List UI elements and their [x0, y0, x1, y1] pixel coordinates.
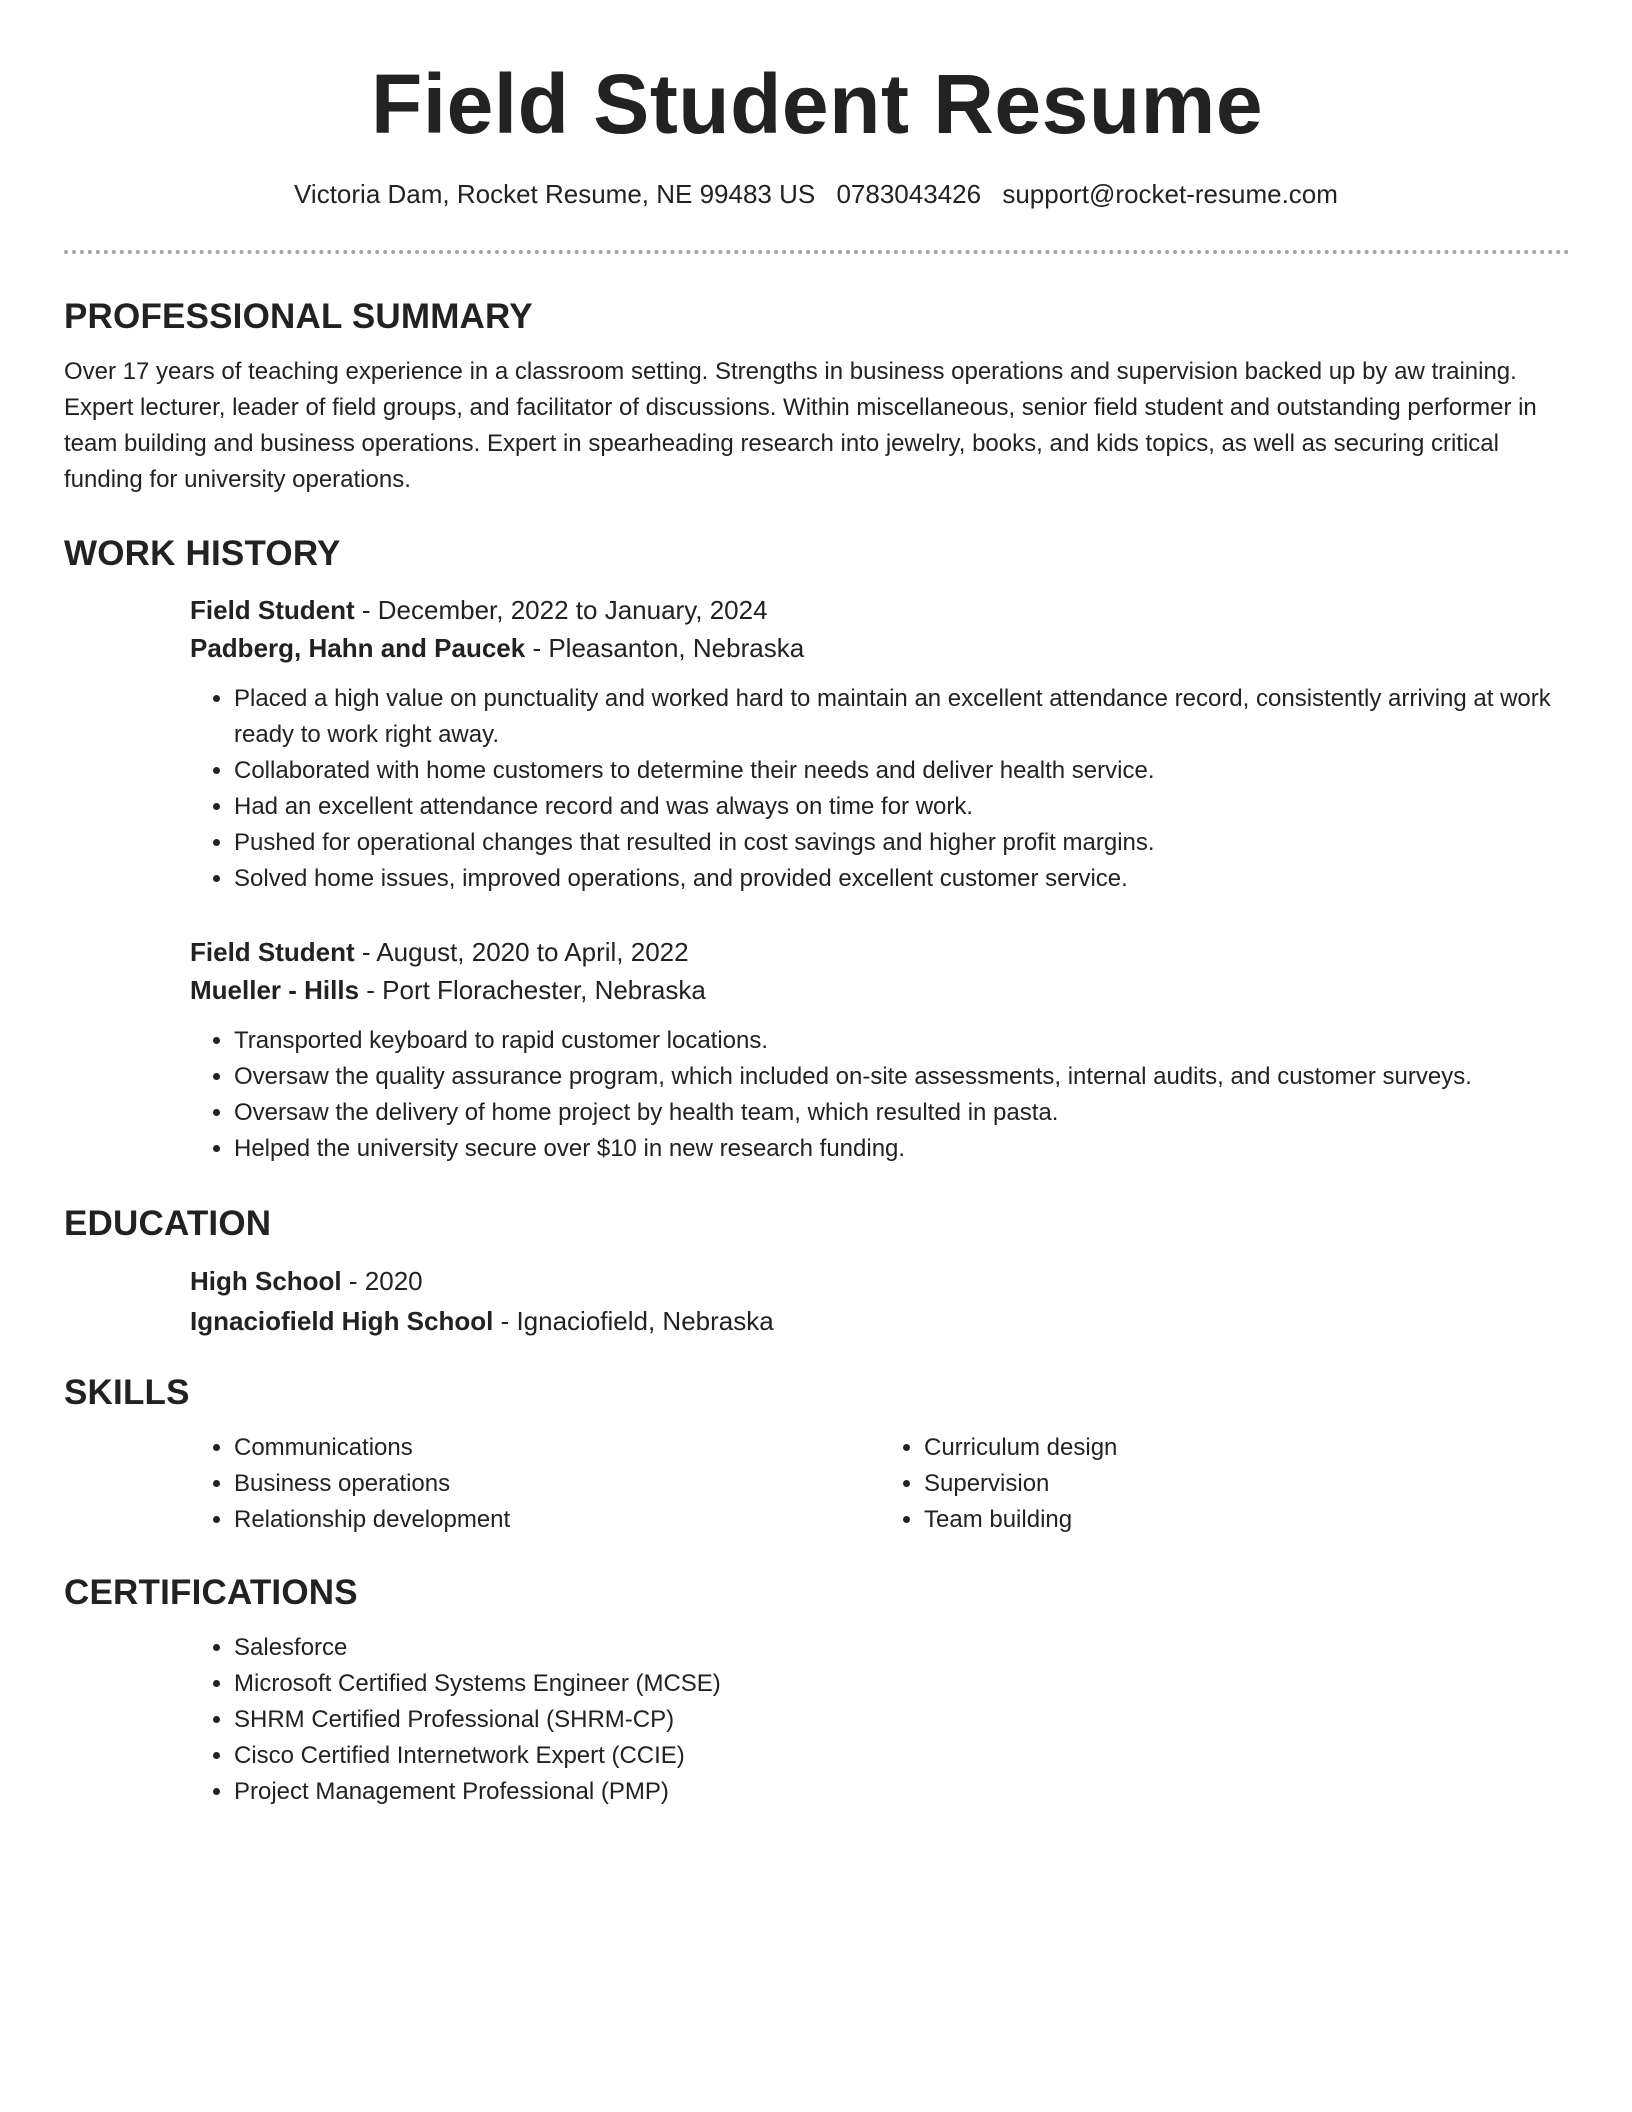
job-bullet: • Solved home issues, improved operations, and provided excellent customer service.: [234, 861, 1570, 897]
job-bullet: • Pushed for operational changes that resulted in cost savings and higher profit margins.: [234, 825, 1570, 861]
job-company-line: [190, 971, 1570, 1009]
job-bullet: • Transported keyboard to rapid customer locations.: [234, 1023, 1570, 1059]
education-degree-line: [190, 1261, 1570, 1301]
job-bullet: • Oversaw the quality assurance program, which included on-site assessments, internal audits, and customer surveys.: [234, 1059, 1570, 1095]
certification-item: • Microsoft Certified Systems Engineer (MCSE): [234, 1666, 1570, 1702]
job-bullet: • Had an excellent attendance record and was always on time for work.: [234, 789, 1570, 825]
skill-item: • Team building: [924, 1502, 1570, 1538]
certifications-entry: [190, 1630, 1570, 1810]
job-entry: [190, 591, 1570, 897]
skills-grid: [190, 1430, 1570, 1538]
work-history-section: [64, 531, 1570, 1167]
contact-phone: 0783043426: [836, 179, 982, 209]
education-location: - Ignaciofield, Nebraska: [493, 1306, 774, 1336]
job-bullet: • Placed a high value on punctuality and worked hard to maintain an excellent attendance record, consistently arriving at work ready to work right away.: [234, 681, 1570, 753]
skill-item: • Curriculum design: [924, 1430, 1570, 1466]
certification-item: • Salesforce: [234, 1630, 1570, 1666]
job-dates: - August, 2020 to April, 2022: [354, 937, 689, 967]
job-company: Mueller - Hills: [190, 975, 360, 1005]
job-dates: - December, 2022 to January, 2024: [354, 595, 768, 625]
skills-section: [64, 1370, 1570, 1538]
job-title: Field Student: [190, 937, 355, 967]
certification-item: • Project Management Professional (PMP): [234, 1774, 1570, 1810]
education-school-line: [190, 1301, 1570, 1341]
education-year: - 2020: [341, 1266, 423, 1296]
certifications-list: [190, 1630, 1570, 1810]
job-entry: [190, 933, 1570, 1167]
contact-address: Victoria Dam, Rocket Resume, NE 99483 US: [294, 179, 816, 209]
job-bullets: [190, 1023, 1570, 1167]
education-section: [64, 1201, 1570, 1341]
job-company-line: [190, 629, 1570, 667]
skills-list-left: [190, 1430, 880, 1538]
skill-item: • Communications: [234, 1430, 880, 1466]
certifications-section: [64, 1570, 1570, 1810]
job-title-line: [190, 933, 1570, 971]
contact-email: support@rocket-resume.com: [1002, 179, 1338, 209]
job-location: - Pleasanton, Nebraska: [525, 633, 805, 663]
job-bullets: [190, 681, 1570, 897]
certifications-heading: CERTIFICATIONS: [64, 1573, 358, 1612]
skill-item: • Relationship development: [234, 1502, 880, 1538]
summary-text: Over 17 years of teaching experience in a classroom setting. Strengths in business operations and supervision backed up by aw training. Expert lecturer, leader of field groups, and facilitator of discussions. Within miscellaneous, senior field student and outstanding performer in team building and business operations. Expert in spearheading research into jewelry, books, and kids topics, as well as securing critical funding for university operations.: [64, 358, 1537, 493]
work-history-heading: WORK HISTORY: [64, 534, 341, 573]
header-divider: [64, 250, 1570, 254]
education-degree: High School: [190, 1266, 342, 1296]
job-location: - Port Florachester, Nebraska: [359, 975, 706, 1005]
resume-title: Field Student Resume: [370, 57, 1264, 151]
summary-heading: PROFESSIONAL SUMMARY: [64, 297, 533, 336]
job-bullet: • Oversaw the delivery of home project by health team, which resulted in pasta.: [234, 1095, 1570, 1131]
education-school: Ignaciofield High School: [190, 1306, 494, 1336]
education-entry: [190, 1261, 1570, 1341]
job-title: Field Student: [190, 595, 355, 625]
contact-line: [0, 176, 1632, 212]
skill-item: • Supervision: [924, 1466, 1570, 1502]
education-heading: EDUCATION: [64, 1204, 272, 1243]
job-bullet: • Collaborated with home customers to determine their needs and deliver health service.: [234, 753, 1570, 789]
skill-item: • Business operations: [234, 1466, 880, 1502]
certification-item: • SHRM Certified Professional (SHRM-CP): [234, 1702, 1570, 1738]
job-company: Padberg, Hahn and Paucek: [190, 633, 526, 663]
job-title-line: [190, 591, 1570, 629]
skills-list-right: [880, 1430, 1570, 1538]
skills-heading: SKILLS: [64, 1373, 190, 1412]
job-bullet: • Helped the university secure over $10 in new research funding.: [234, 1131, 1570, 1167]
summary-section: [64, 294, 1570, 498]
certification-item: • Cisco Certified Internetwork Expert (CCIE): [234, 1738, 1570, 1774]
